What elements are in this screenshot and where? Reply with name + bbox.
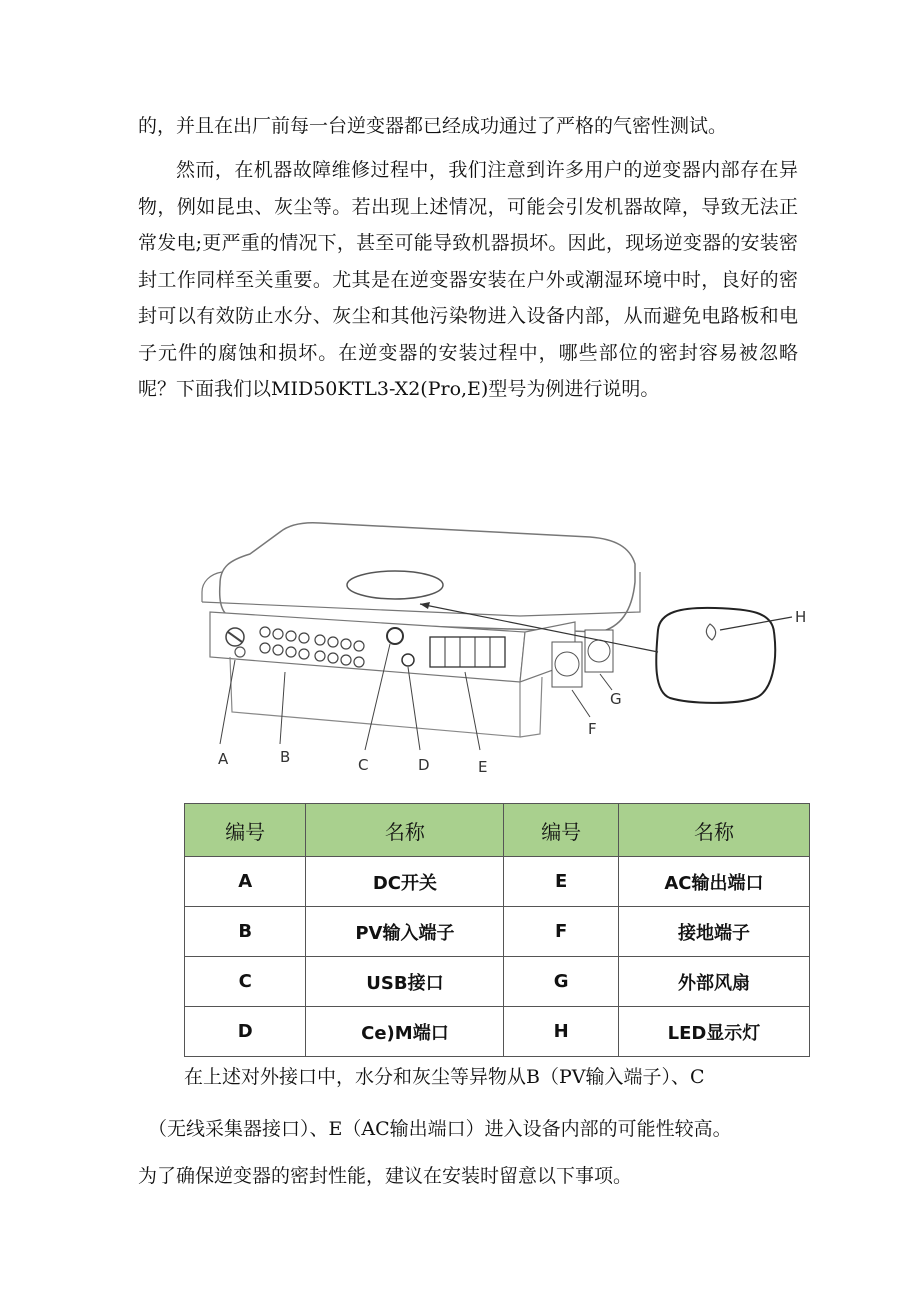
table-cell: C xyxy=(185,957,306,1007)
table-header: 名称 xyxy=(618,804,809,857)
ac-output-shape xyxy=(430,637,505,667)
table-cell: AC输出端口 xyxy=(618,857,809,907)
figure-label-a: A xyxy=(218,750,229,768)
inverter-figure xyxy=(180,512,820,777)
table-cell: G xyxy=(504,957,618,1007)
table-cell: PV输入端子 xyxy=(306,907,504,957)
paragraph-risk-line2: （无线采集器接口）、E（AC输出端口）进入设备内部的可能性较高。 xyxy=(148,1118,732,1140)
table-header: 名称 xyxy=(306,804,504,857)
figure-label-d: D xyxy=(418,756,430,774)
table-cell: E xyxy=(504,857,618,907)
table-cell: H xyxy=(504,1007,618,1057)
com-port-shape xyxy=(402,654,414,666)
table-cell: LED显示灯 xyxy=(618,1007,809,1057)
table-cell: A xyxy=(185,857,306,907)
table-cell: USB接口 xyxy=(306,957,504,1007)
table-row xyxy=(185,907,810,957)
paragraph-risk-line1: 在上述对外接口中，水分和灰尘等异物从B（PV输入端子）、C xyxy=(184,1066,705,1088)
figure-label-h: H xyxy=(795,608,807,626)
lid-led-shape xyxy=(347,571,443,599)
inverter-diagram xyxy=(180,512,820,777)
table-row xyxy=(185,1007,810,1057)
paragraph-advice: 为了确保逆变器的密封性能，建议在安装时留意以下事项。 xyxy=(138,1165,633,1187)
table-row xyxy=(185,957,810,1007)
fan-shape xyxy=(552,642,582,687)
table-cell: Ce)M端口 xyxy=(306,1007,504,1057)
led-callout-shape xyxy=(656,608,775,703)
table-cell: F xyxy=(504,907,618,957)
usb-port-shape xyxy=(387,628,403,644)
figure-label-f: F xyxy=(588,720,597,738)
table-cell: 外部风扇 xyxy=(618,957,809,1007)
paragraph-intro-tail: 的，并且在出厂前每一台逆变器都已经成功通过了严格的气密性测试。 xyxy=(138,115,728,137)
table-header: 编号 xyxy=(504,804,618,857)
figure-label-b: B xyxy=(280,748,291,766)
figure-label-g: G xyxy=(610,690,622,708)
port-table xyxy=(184,803,810,1057)
figure-label-e: E xyxy=(478,758,488,776)
table-header-row xyxy=(185,804,810,857)
table-cell: D xyxy=(185,1007,306,1057)
table-cell: B xyxy=(185,907,306,957)
table-header: 编号 xyxy=(185,804,306,857)
table-cell: 接地端子 xyxy=(618,907,809,957)
table-cell: DC开关 xyxy=(306,857,504,907)
table-row xyxy=(185,857,810,907)
figure-label-c: C xyxy=(358,756,369,774)
paragraph-sealing-importance: 然而，在机器故障维修过程中，我们注意到许多用户的逆变器内部存在异物，例如昆虫、灰尘等。若出现上述情况，可能会引发机器故障，导致无法正常发电;更严重的情况下，甚至可能导致机器损坏。因此，现场逆变器的安装密封工作同样至关重要。尤其是在逆变器安装在户外或潮湿环境中时，良好的密封可以有效防止水分、灰尘和其他污染物进入设备内部，从而避免电路板和电子元件的腐蚀和损坏。在逆变器的安装过程中，哪些部位的密封容易被忽略呢？下面我们以MID50KTL3-X2(Pro,E)型号为例进行说明。 xyxy=(138,159,798,400)
